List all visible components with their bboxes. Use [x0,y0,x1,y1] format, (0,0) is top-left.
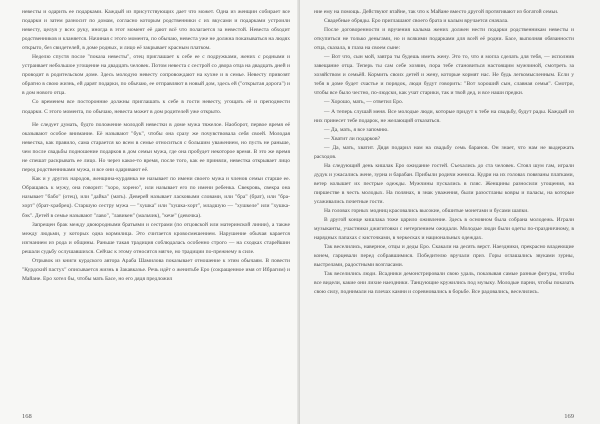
right-paragraph-11: На головах горных модниц красовались высокие, обшитые монетами и бусами шапки. [324,208,529,215]
left-paragraph-6: Запрещен брак между двоюродными братьями и сестрами (по отцовской или материнской линии), а также между людьми, у которых одна кормилица. Это считается кровосмешением. Нарушение обычая карается изгнанием из рода и общины. Раньше такая традиция соблюдалась особенно строго — на сходках старейшин решали судьбу ослушавшихся. Сейчас к этому относятся мягче, но традиции по-прежнему в силе. [22,221,290,255]
right-paragraph-1: ние ему на помощь. Действуют втайне, так что к Майане вместо другой протягивают из богатой семьи. [314,9,559,15]
left-paragraph-2: Неделю спустя после "показа невесты", отец приглашает к себе ее с подружками, жених с родными и устраивает небольшое угощение на двадцать человек. Потом невеста с сестрой со двора отца на двадцать дней и проводит в родительском доме. Здесь молодую невесту сопровождают на кухне и в семье. Невесту привозят обратно в свою жизнь, ей дарят подарки, по обычаю, ее отправляют в новый дом, здесь ей ("открытая дорога") и в дом нового отца. [22,54,290,97]
right-paragraph-3: После договоренности и вручения калыма жених должен нести подарки родственникам невесты и откупиться не только деньгами, но и всякими подарками для всей её родни. Басе, выполняя обязанности отца, сказала, в глаза на своем сыне: [314,27,574,52]
right-paragraph-13: Так веселились, наверное, отцы и деды Еро. Скакали на десять верст. Наездники, прекрасно владеющие конем, гарцевали перед собравшимися. Победителю вручали приз. Горы оглашались звуками зурны, выстрелами, радостными возгласами. [314,244,574,269]
right-paragraph-14: Так веселились люди. Всадники демонстрировали свою удаль, показывая самые разные фигуры, чтобы все видели, какие они лихие наездники. Танцующие кружились под музыку. Молодые парни, чтобы показать свою силу, поднимали на плечах камни и соревновались в борьбе. Все радовались, веселились. [314,271,574,296]
right-paragraph-4: — Вот что, сын мой, завтра ты будешь иметь жену. Это то, что я могла сделать для тебя, — исполнив завещание отца. Теперь ты сам себе хозяин, пора тебе становиться настоящим мужчиной, смотреть за хозяйством и семьёй. Кормить своих детей и жену, которые кормят нас. Не будь легкомысленным. Если у тебя в доме будет счастье и порядок, люди будут говорить: "Вот хороший сын, славная семья". Смотри, чтобы все было честно, по-людски, как учат старики, так и твой дед, и все наши предки. [314,54,574,97]
right-paragraph-8: — Хватит ли подарков? [324,135,381,142]
left-paragraph-4: Не следует думать, будто положение молодой невестки в доме мужа тяжелое. Наоборот, первое время её оказывают особое внимание. Её называют "бук", чтобы она сразу же почувствовала себя своей. Молодая невестка, как правило, сама старается ко всем в семье относиться с большим уважением, но пусть не раньше, чем после свадьбы подношение подарков в дом семьи мужа, где она пробудет некоторое время. В это же время не спешат раскрывать ее лицо. Но через какое-то время, после того, как ее приняли, невестка открывает лицо перед родственниками мужа, и все они одаривают её. [22,122,290,174]
right-paragraph-9: — Да, мать, хватит. Дядя подарил нам на свадьбу семь баранов. Он знает, что нам не выдержать расходов. [314,144,574,160]
right-paragraph-5: — Хорошо, мать, — ответил Еро. [324,99,404,106]
right-paragraph-7: — Да, мать, я все запомню. [324,126,389,133]
right-paragraph-2: Свадебные обряды. Еро приглашают своего брата и калым вручается сначала. [324,18,509,25]
right-paragraph-10: На следующий день кишлак Еро ожидание гостей. Съехались до ста человек. Стоял шум гам, играли дудук и ужасались жене, зурна и барабан. Прибыли родичи жениха. Кудри на их головах повязаны платками, ветер колышет их пестрые одежды. Мужчины пускались в пляс. Женщины разносили угощения, на пиршестве в честь молодых. На полянах, в знак уважения, были разостланы ковры и паласы, на которые усаживались почетные гости. [314,162,574,205]
right-page-text [314,8,574,298]
left-paragraph-1: невесты и одарить ее подарками. Каждый из присутствующих дает что может. Одна из женщин собирает все подарки и затем разносит по домам, согласно которым родственники с их вкусами и подарками устроили невесту, целуя у всех руку, иногда в этот момент её дают всё что полагается за невестой. Невеста обходит родственников и кланяется. Начиная с этого момента, по обычаю, невеста уже не должна показываться на людях открыто, без свидетелей, в доме родных, и лицо её закрывает красным платком. [22,9,290,52]
left-page-number: 168 [22,413,32,420]
right-page-number: 169 [564,413,574,420]
right-paragraph-6: — А теперь слушай меня. Все молодые люди, которые придут к тебе на свадьбу, будут рады. Каждый из них принесет тебе подарок, не желающий отказаться. [314,108,574,124]
right-paragraph-12: В другой конце кишлака тоже царило оживление. Здесь в основном была собрана молодежь. Играли музыканты, участники джигитовки с нетерпением ожидали. Молодые люди были одеты по-праздничному, в нарядных папахах с кисточками, в черкесках и национальных одеждах. [314,217,574,242]
left-paragraph-3: Со временем все посторонние должны приглашать к себе в гости невесту, угощать её и преподнести подарки. С этого момента, по обычаю, невеста может в дом родителей уже открыто. [22,99,290,115]
right-page [300,0,600,424]
left-paragraph-5: Как и у других народов, женщина-курдянка не называет по имени своего мужа и членов семьи старше ее. Обращаясь к мужу, она говорит: "хоро, хорено", или называет его по имени ребенка. Свекровь, свекра она называет "бабо" (отец), или "дайка" (мать). Деверей называет ласковыми словами, или "бра" (брат), или "бра-хорт" (брат-храбрец). Старшую сестру мужа — "хушка" или "хушка-хорт", младшую — "хушкеле" или "хушка-бэк". Детей в семье называют "лаво", "лавикен" (мальчик), "кече" (девочка). [22,176,290,219]
left-paragraph-7: Отрывок из книги курдского автора Араба Шамилова показывает отношение к этим обычаям. В повести "Курдский пастух" описывается жизнь в Закавказье. Речь идёт о женитьбе Еро (сокращенное имя от Ибрагим) и Майане. Еро хотел бы, чтобы мать Басе, но его дядя предложил [22,257,290,282]
left-page-text [22,8,290,284]
